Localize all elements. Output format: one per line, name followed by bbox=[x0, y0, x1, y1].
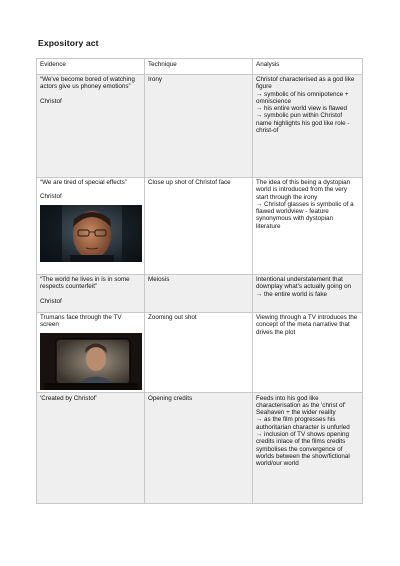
technique-text: Close up shot of Christof face bbox=[148, 179, 231, 186]
analysis-text: Intentional understatement that downplay what's actually going on → the entire world is fake bbox=[256, 276, 352, 298]
technique-cell bbox=[145, 312, 253, 393]
analysis-text: Christof characterised as a god like figure → symbolic of his omnipotence + omniscience → his entire world view is flawed → symbolic pun within Christof name highlights his god like role - christ-of bbox=[256, 76, 355, 135]
evidence-quote: 'Created by Christof' bbox=[40, 394, 97, 402]
table-row bbox=[37, 312, 363, 393]
technique-text: Irony bbox=[148, 76, 162, 83]
analysis-text: The idea of this being a dystopian world is introduced from the very start through the irony → Christof glasses is symbolic of a flawed worldview - feature synonymous with dystopian literature bbox=[256, 179, 354, 230]
header-technique: Technique bbox=[145, 59, 253, 75]
technique-cell bbox=[145, 274, 253, 312]
table-row bbox=[37, 274, 363, 312]
table-header-row bbox=[37, 59, 363, 75]
header-analysis: Analysis bbox=[253, 59, 363, 75]
analysis-text: Feeds into his god like characterisation as the 'christ of' Seahaven + the wider reality → as the film progresses his authoritarian character is unfurled → inclusion of TV shows opening credits inlace of the films credits symbolises the convergence of worlds between the show/fictional world/our world bbox=[256, 394, 350, 468]
evidence-quote: “The world he lives in is in some respects counterfeit” bbox=[40, 276, 130, 291]
technique-cell bbox=[145, 177, 253, 274]
analysis-cell bbox=[253, 274, 363, 312]
evidence-cell bbox=[37, 312, 145, 393]
truman-tv-screen-image bbox=[40, 333, 142, 391]
analysis-text: Viewing through a TV introduces the concept of the meta narrative that drives the plot bbox=[256, 314, 358, 336]
analysis-cell bbox=[253, 74, 363, 177]
technique-text: Zooming out shot bbox=[148, 314, 197, 321]
evidence-quote: Trumans face through the TV screen bbox=[40, 314, 122, 329]
technique-text: Opening credits bbox=[148, 394, 193, 402]
christof-closeup-image bbox=[40, 205, 142, 262]
evidence-quote: “We are tired of special effects” bbox=[40, 179, 127, 186]
evidence-speaker: Christof bbox=[40, 97, 62, 105]
technique-cell bbox=[145, 393, 253, 504]
technique-cell bbox=[145, 74, 253, 177]
technique-text: Meiosis bbox=[148, 276, 170, 283]
evidence-cell bbox=[37, 393, 145, 504]
table-row bbox=[37, 393, 363, 504]
table-row bbox=[37, 74, 363, 177]
evidence-speaker: Christof bbox=[40, 193, 62, 201]
header-evidence: Evidence bbox=[37, 59, 145, 75]
analysis-table bbox=[36, 58, 363, 504]
analysis-cell bbox=[253, 393, 363, 504]
analysis-cell bbox=[253, 312, 363, 393]
evidence-cell bbox=[37, 177, 145, 274]
page-title: Expository act bbox=[38, 38, 99, 48]
table-row bbox=[37, 177, 363, 274]
evidence-cell bbox=[37, 74, 145, 177]
evidence-speaker: Christof bbox=[40, 297, 62, 305]
evidence-quote: “We've become bored of watching actors give us phoney emotions” bbox=[40, 76, 135, 91]
evidence-cell bbox=[37, 274, 145, 312]
analysis-cell bbox=[253, 177, 363, 274]
